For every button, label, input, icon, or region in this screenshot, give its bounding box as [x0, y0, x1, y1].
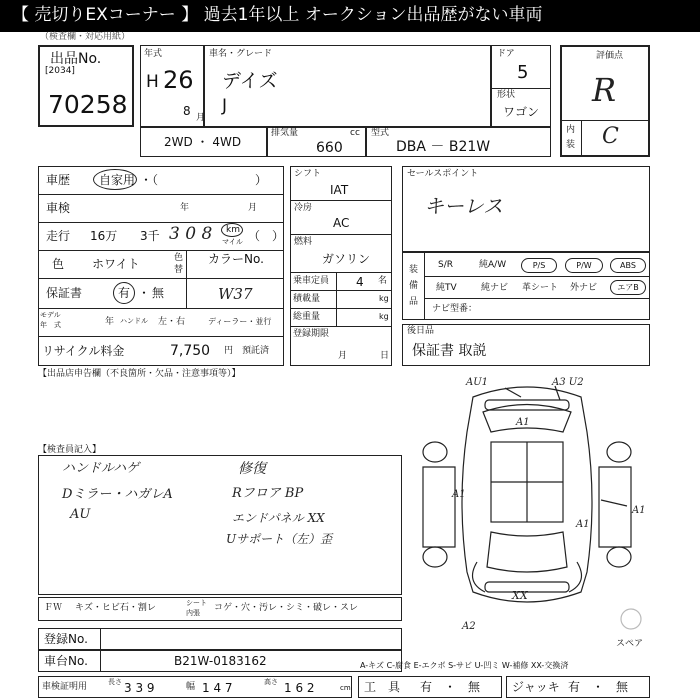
modelyear-lr: 左・右 — [158, 317, 186, 327]
equip-label2: 備 — [409, 281, 419, 291]
mid-divider-6 — [290, 326, 392, 327]
cert-unit: cm — [340, 684, 351, 692]
modelyear-year: 年 — [105, 317, 115, 327]
equip-leather: 革シート — [522, 283, 559, 293]
diagram-mark-xx: XX — [512, 589, 528, 602]
equip-airbag: エアB — [610, 280, 646, 295]
equip-extnavi: 外ナビ — [570, 283, 598, 293]
cert-hgt-label: 高さ — [264, 678, 278, 686]
cert-wid: 1 4 7 — [202, 681, 233, 695]
equip-divider-v — [424, 252, 425, 320]
mid-divider-2 — [290, 234, 392, 235]
row-divider-5 — [38, 308, 284, 309]
score-divider — [560, 120, 650, 121]
history-close: ） — [255, 173, 268, 187]
weight-unit: kg — [379, 312, 389, 321]
chassis-label: 車台No. — [44, 654, 88, 668]
aircon-value: AC — [333, 216, 350, 230]
warranty-yes: 有 — [118, 286, 131, 300]
inspector-line-6: エンドパネル XX — [232, 511, 325, 525]
displacement-label: 排気量 — [271, 128, 299, 138]
score-label: 評価点 — [596, 51, 624, 61]
color-no-label: カラーNo. — [208, 252, 264, 266]
history-label: 車歴 — [46, 173, 71, 187]
mileage-mile: マイル — [222, 238, 243, 246]
mileage-hw: 3 0 8 — [169, 224, 213, 244]
modelyear-label2: 年 式 — [40, 321, 61, 329]
doors-label: ドア — [497, 49, 515, 59]
diagram-mark-a1-top: A1 — [516, 417, 530, 428]
row-divider-3 — [38, 250, 284, 251]
firstreg-month: 月 — [338, 351, 348, 361]
inspector-line-5: Rフロア BP — [232, 486, 304, 501]
mid-divider-4 — [290, 290, 392, 291]
sales-label: セールスポイント — [407, 169, 479, 179]
color-value: ホワイト — [92, 257, 140, 271]
diagram-mark-a1-mid: A1 — [576, 519, 590, 530]
score-divider-v — [581, 120, 582, 157]
inspection-year: 年 — [180, 203, 190, 213]
modelyear-label1: モデル — [40, 311, 61, 319]
reg-box — [38, 628, 402, 650]
warranty-yes-circle — [113, 282, 135, 304]
capacity-label: 乗車定員 — [293, 276, 330, 286]
doors-shape: ワゴン — [503, 105, 540, 119]
diagram-mark-a2: A2 — [462, 621, 476, 632]
history-value: 自家用 — [99, 173, 136, 187]
inspector-box — [38, 455, 402, 595]
mileage-man: 16万 — [90, 229, 118, 243]
inspector-line-3: AU — [70, 507, 91, 522]
damage-fw: ＦＷ — [44, 603, 63, 613]
mileage-km-circle — [221, 223, 243, 237]
lot-small: [2034] — [45, 66, 75, 76]
after-value: 保証書 取説 — [412, 343, 487, 359]
name-model: デイズ — [222, 70, 278, 92]
doors-value: 5 — [517, 62, 529, 83]
damage-sheet1: シート — [186, 599, 207, 607]
row-divider-1 — [38, 194, 284, 195]
mid-divider-5 — [290, 308, 392, 309]
score-interior: C — [602, 124, 619, 149]
cert-len-label: 長さ — [108, 678, 122, 686]
cert-wid-label: 幅 — [186, 682, 196, 692]
cert-hgt: 1 6 2 — [284, 681, 315, 695]
cert-len: 3 3 9 — [124, 681, 155, 695]
year-month-unit: 月 — [196, 113, 206, 123]
year-value: 26 — [163, 66, 194, 94]
legend: A-キズ C-腐食 E-エクボ S-サビ U-凹ミ W-補修 XX-交換済 — [360, 661, 569, 670]
fuel-value: ガソリン — [322, 252, 371, 266]
shift-label: シフト — [294, 169, 322, 179]
drive-text: 2WD ・ 4WD — [164, 135, 242, 149]
tools-value: 有 ・ 無 — [420, 680, 481, 694]
damage-items: キズ・ヒビ石・割レ — [75, 603, 156, 613]
doors-divider — [491, 88, 551, 89]
equip-alloy: 純A/W — [479, 260, 507, 270]
score-value: R — [592, 71, 617, 109]
equip-label3: 品 — [409, 297, 419, 307]
lot-label: 出品No. — [50, 51, 102, 67]
inspector-line-1: ハンドルハゲ — [62, 461, 140, 476]
warranty-no: 無 — [152, 286, 165, 300]
load-label: 積載量 — [293, 294, 321, 304]
equip-tv: 純TV — [436, 283, 457, 293]
color-label: 色 — [52, 257, 65, 271]
equip-abs: ABS — [610, 258, 646, 273]
cert-label: 車検証明用 — [42, 682, 88, 692]
score-interior-label1: 内 — [566, 125, 576, 135]
history-rest: ・（ — [140, 173, 159, 187]
equip-navi-label: ナビ型番： — [432, 304, 478, 314]
warranty-sep: ・ — [138, 286, 151, 300]
year-month: 8 — [183, 104, 191, 118]
warranty-label: 保証書 — [46, 286, 83, 300]
after-label: 後日品 — [407, 326, 435, 336]
mid-divider-v — [336, 272, 337, 326]
inspector-line-7: Uサポート（左）歪 — [226, 532, 333, 546]
inspector-line-2: Dミラー・ハガレA — [62, 487, 173, 502]
mileage-paren: （ ） — [248, 229, 285, 243]
doors-shape-label: 形状 — [497, 90, 516, 100]
spare-label: スペア — [616, 639, 644, 649]
firstreg-label: 登録期限 — [293, 329, 330, 339]
inspection-month: 月 — [248, 203, 258, 213]
diagram-mark-a1-left: A1 — [452, 489, 466, 500]
fuel-label: 燃料 — [294, 237, 313, 247]
capacity-value: 4 — [356, 275, 364, 289]
displacement-unit: cc — [350, 128, 360, 138]
equip-pw: P/W — [565, 258, 603, 273]
weight-label: 総重量 — [293, 312, 321, 322]
damage-items2: コゲ・穴・汚レ・シミ・破レ・スレ — [214, 603, 359, 613]
equip-divider-1 — [424, 276, 650, 277]
mid-divider-3 — [290, 272, 392, 273]
diagram-mark-au1: AU1 — [466, 377, 489, 388]
reg-label: 登録No. — [44, 632, 88, 646]
equip-divider-2 — [424, 298, 650, 299]
row-divider-2 — [38, 222, 284, 223]
inspector-line-4: 修復 — [238, 461, 266, 477]
mileage-label: 走行 — [46, 229, 71, 243]
diagram-mark-a1-right: A1 — [632, 505, 646, 516]
equip-ps: P/S — [521, 258, 557, 273]
inspector-label: 【検査員記入】 — [38, 445, 102, 455]
banner-text: 【 売切りEXコーナー 】 過去1年以上 オークション出品歴がない車両 — [12, 5, 543, 25]
chassis-value: B21W-0183162 — [174, 654, 267, 668]
name-grade: J — [222, 96, 228, 116]
modeltype-label: 型式 — [371, 128, 390, 138]
mileage-km: km — [226, 225, 240, 235]
firstreg-day: 日 — [380, 351, 390, 361]
color-repaint2: 替 — [174, 265, 184, 275]
equip-label1: 装 — [409, 265, 419, 275]
sales-value: キーレス — [424, 194, 503, 218]
mid-divider-1 — [290, 200, 392, 201]
modelyear-dealer: ディーラー・並行 — [208, 317, 272, 326]
color-no: W37 — [218, 285, 253, 303]
recycle-label: リサイクル料金 — [42, 344, 125, 358]
jack-value: 有 ・ 無 — [568, 680, 629, 694]
jack-label: ジャッキ — [512, 680, 560, 694]
lot-number: 70258 — [48, 90, 128, 119]
row-divider-4 — [38, 278, 284, 279]
shift-value: IAT — [330, 183, 349, 197]
history-circle — [93, 169, 137, 190]
tools-label: 工 具 — [364, 680, 401, 694]
subheader: （検査欄・対応用紙） — [40, 32, 131, 42]
name-label: 車名・グレード — [209, 49, 273, 59]
equip-sr: S/R — [438, 260, 453, 270]
notes-header: 【出品店申告欄（不良箇所・欠品・注意事項等）】 — [38, 369, 241, 379]
modeltype-value: DBA － B21W — [396, 139, 491, 155]
score-interior-label2: 装 — [566, 140, 576, 150]
damage-sheet2: 内張 — [186, 609, 200, 617]
color-divider-v — [186, 250, 187, 308]
displacement-value: 660 — [316, 140, 343, 156]
equip-navi: 純ナビ — [481, 283, 509, 293]
diagram-mark-a3u2: A3 U2 — [552, 377, 584, 388]
row-divider-6 — [38, 336, 284, 337]
recycle-deposit: 預託済 — [242, 346, 270, 356]
recycle-unit: 円 — [224, 346, 234, 356]
capacity-unit: 名 — [378, 276, 388, 286]
year-era: H — [146, 72, 159, 92]
aircon-label: 冷房 — [294, 203, 313, 213]
recycle-value: 7,750 — [170, 343, 211, 359]
color-repaint1: 色 — [174, 253, 184, 263]
modelyear-handle: ハンドル — [120, 317, 148, 325]
load-unit: kg — [379, 294, 389, 303]
year-label: 年式 — [144, 49, 163, 59]
mileage-sen: 3千 — [140, 229, 160, 243]
inspection-label: 車検 — [46, 201, 71, 215]
